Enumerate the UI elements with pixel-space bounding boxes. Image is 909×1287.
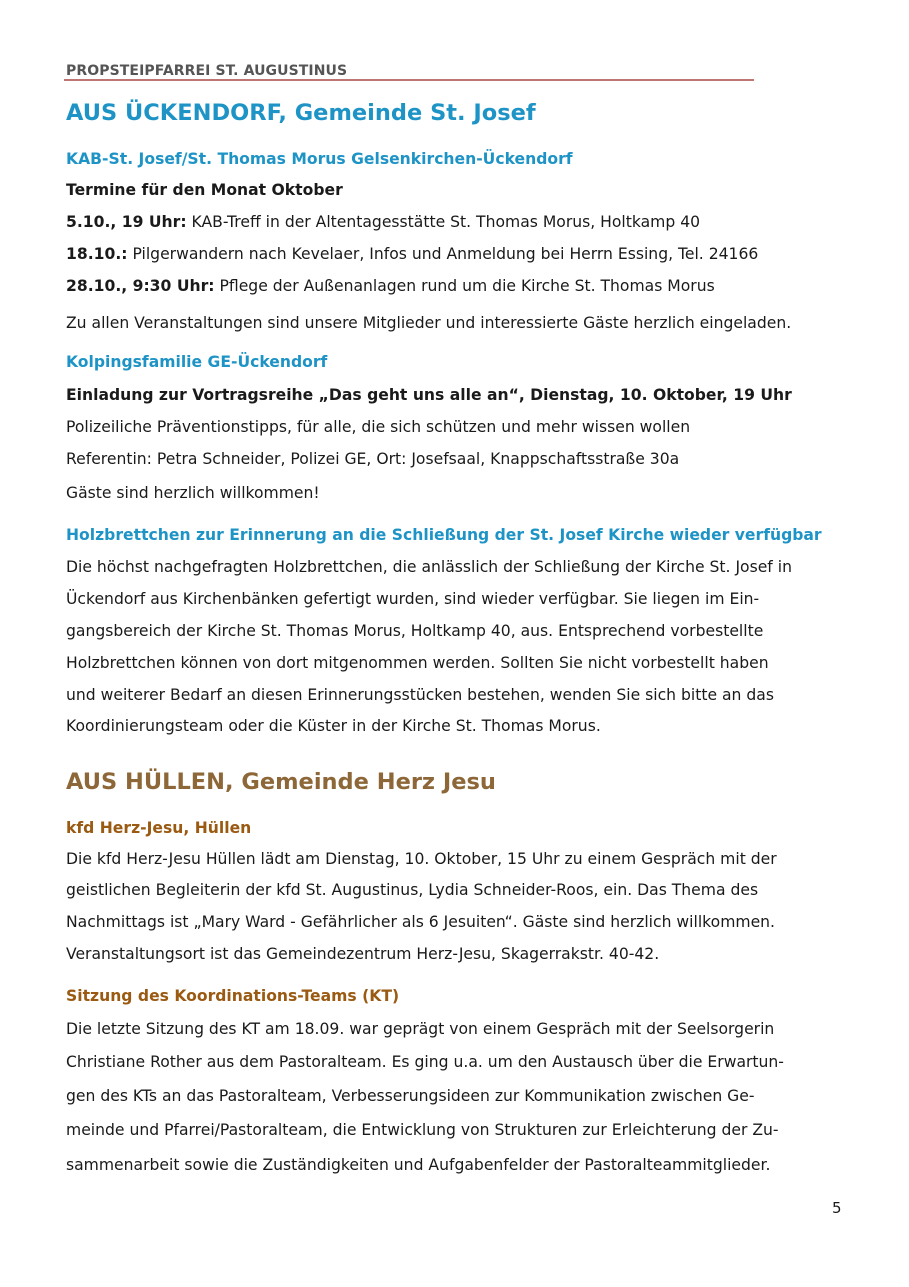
text-line: Nachmittags ist „Mary Ward - Gefährlicher als 6 Jesuiten“. Gäste sind herzlich willkommen. <box>66 913 776 931</box>
text-line: gen des KTs an das Pastoralteam, Verbesserungsideen zur Kommunikation zwischen Ge- <box>66 1087 755 1105</box>
event-date: 28.10., 9:30 Uhr: <box>66 277 215 295</box>
text-line: Die letzte Sitzung des KT am 18.09. war geprägt von einem Gespräch mit der Seelsorgerin <box>66 1020 775 1038</box>
event-date: 18.10.: <box>66 245 128 263</box>
event-item <box>66 275 715 297</box>
section-title-ueckendorf: AUS ÜCKENDORF, Gemeinde St. Josef <box>66 100 536 126</box>
text-line: Koordinierungsteam oder die Küster in der Kirche St. Thomas Morus. <box>66 717 601 735</box>
kab-heading: KAB-St. Josef/St. Thomas Morus Gelsenkirchen-Ückendorf <box>66 150 573 168</box>
header-rule <box>64 79 754 81</box>
kt-heading: Sitzung des Koordinations-Teams (KT) <box>66 987 400 1005</box>
kfd-heading: kfd Herz-Jesu, Hüllen <box>66 819 252 837</box>
text-line: Referentin: Petra Schneider, Polizei GE, Ort: Josefsaal, Knappschaftsstraße 30a <box>66 450 680 468</box>
text-line: Gäste sind herzlich willkommen! <box>66 484 320 502</box>
event-item <box>66 211 700 233</box>
running-header: PROPSTEIPFARREI ST. AUGUSTINUS <box>66 63 348 79</box>
text-line: Holzbrettchen können von dort mitgenommen werden. Sollten Sie nicht vorbestellt haben <box>66 654 769 672</box>
text-line: Die höchst nachgefragten Holzbrettchen, die anlässlich der Schließung der Kirche St. Josef in <box>66 558 792 576</box>
text-line: Christiane Rother aus dem Pastoralteam. Es ging u.a. um den Austausch über die Erwartun- <box>66 1053 784 1071</box>
holz-heading: Holzbrettchen zur Erinnerung an die Schließung der St. Josef Kirche wieder verfügbar <box>66 526 822 544</box>
event-text: Pflege der Außenanlagen rund um die Kirche St. Thomas Morus <box>214 277 715 295</box>
kab-closing: Zu allen Veranstaltungen sind unsere Mitglieder und interessierte Gäste herzlich eingeladen. <box>66 314 792 332</box>
event-item <box>66 243 758 265</box>
text-line: Veranstaltungsort ist das Gemeindezentrum Herz-Jesu, Skagerrakstr. 40-42. <box>66 945 660 963</box>
text-line: geistlichen Begleiterin der kfd St. Augustinus, Lydia Schneider-Roos, ein. Das Thema des <box>66 881 759 899</box>
text-line: sammenarbeit sowie die Zuständigkeiten und Aufgabenfelder der Pastoralteammitglieder. <box>66 1156 771 1174</box>
kolping-invite: Einladung zur Vortragsreihe „Das geht uns alle an“, Dienstag, 10. Oktober, 19 Uhr <box>66 386 792 404</box>
page-number: 5 <box>832 1199 842 1217</box>
text-line: Polizeiliche Präventionstipps, für alle, die sich schützen und mehr wissen wollen <box>66 418 691 436</box>
text-line: gangsbereich der Kirche St. Thomas Morus, Holtkamp 40, aus. Entsprechend vorbestellte <box>66 622 764 640</box>
text-line: Die kfd Herz-Jesu Hüllen lädt am Dienstag, 10. Oktober, 15 Uhr zu einem Gespräch mit der <box>66 850 777 868</box>
kab-subheading: Termine für den Monat Oktober <box>66 181 343 199</box>
event-text: KAB-Treff in der Altentagesstätte St. Thomas Morus, Holtkamp 40 <box>186 213 701 231</box>
event-text: Pilgerwandern nach Kevelaer, Infos und Anmeldung bei Herrn Essing, Tel. 24166 <box>127 245 759 263</box>
kolping-heading: Kolpingsfamilie GE-Ückendorf <box>66 353 328 371</box>
text-line: und weiterer Bedarf an diesen Erinnerungsstücken bestehen, wenden Sie sich bitte an das <box>66 686 774 704</box>
text-line: Ückendorf aus Kirchenbänken gefertigt wurden, sind wieder verfügbar. Sie liegen im Ein- <box>66 590 760 608</box>
text-line: meinde und Pfarrei/Pastoralteam, die Entwicklung von Strukturen zur Erleichterung der Zu- <box>66 1121 779 1139</box>
event-date: 5.10., 19 Uhr: <box>66 213 187 231</box>
section-title-huellen: AUS HÜLLEN, Gemeinde Herz Jesu <box>66 769 496 795</box>
